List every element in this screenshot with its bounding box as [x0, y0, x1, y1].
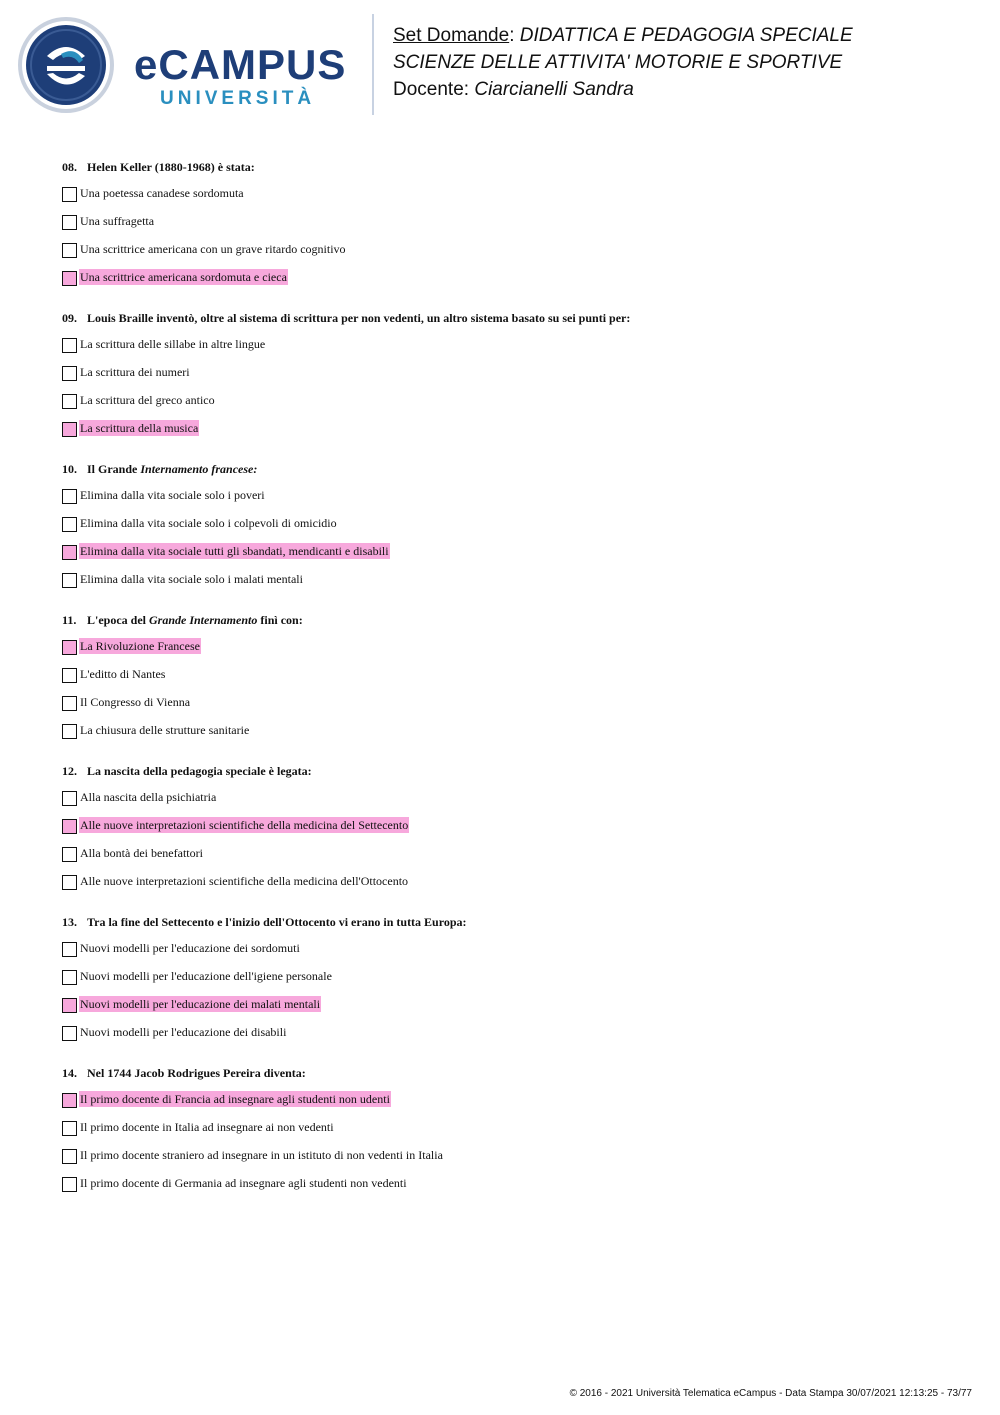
checkbox[interactable] — [62, 847, 77, 862]
answer-option[interactable] — [62, 968, 962, 996]
question-text: L'epoca del — [87, 613, 149, 627]
answer-label: Alle nuove interpretazioni scientifiche della medicina del Settecento — [80, 818, 409, 832]
answer-label: Una poetessa canadese sordomuta — [80, 186, 244, 200]
checkbox[interactable] — [62, 422, 77, 437]
answer-option[interactable] — [62, 185, 962, 213]
answer-label: Nuovi modelli per l'educazione dei malati mentali — [80, 997, 321, 1011]
answer-option[interactable] — [62, 940, 962, 968]
answer-option[interactable] — [62, 364, 962, 392]
answer-option[interactable] — [62, 1119, 962, 1147]
answer-label: Il primo docente straniero ad insegnare in un istituto di non vedenti in Italia — [80, 1148, 443, 1162]
checkbox[interactable] — [62, 819, 77, 834]
question-title — [62, 612, 962, 628]
answer-label: La scrittura delle sillabe in altre lingue — [80, 337, 266, 351]
checkbox[interactable] — [62, 1121, 77, 1136]
question-block — [62, 159, 962, 297]
answer-label: Una scrittrice americana sordomuta e cieca — [80, 270, 287, 284]
set-line: Set Domande: DIDATTICA E PEDAGOGIA SPECIALE — [393, 25, 853, 46]
question-block — [62, 461, 962, 599]
question-title — [62, 914, 962, 930]
question-number: 08. — [62, 160, 77, 174]
question-number: 12. — [62, 764, 77, 778]
answer-option[interactable] — [62, 694, 962, 722]
question-text-italic: Grande Internamento — [149, 613, 258, 627]
checkbox[interactable] — [62, 545, 77, 560]
question-text-end: finì con: — [257, 613, 303, 627]
answer-option[interactable] — [62, 1024, 962, 1052]
question-number: 14. — [62, 1066, 77, 1080]
page-footer: © 2016 - 2021 Università Telematica eCampus - Data Stampa 30/07/2021 12:13:25 - 73/77 — [569, 1388, 972, 1399]
question-text-italic: Internamento francese: — [140, 462, 258, 476]
answer-label: La Rivoluzione Francese — [80, 639, 200, 653]
answer-option-correct[interactable] — [62, 543, 962, 571]
checkbox[interactable] — [62, 243, 77, 258]
teacher-line: Docente: Ciarcianelli Sandra — [393, 79, 634, 100]
checkbox[interactable] — [62, 215, 77, 230]
answer-label: Alla nascita della psichiatria — [80, 790, 217, 804]
program-title: SCIENZE DELLE ATTIVITA' MOTORIE E SPORTIVE — [393, 52, 843, 73]
answer-label: Alle nuove interpretazioni scientifiche della medicina dell'Ottocento — [80, 874, 409, 888]
answer-option[interactable] — [62, 487, 962, 515]
logo-wordmark: eCAMPUS — [134, 41, 347, 88]
answer-label: La scrittura del greco antico — [80, 393, 215, 407]
question-block — [62, 310, 962, 448]
answer-option-correct[interactable] — [62, 817, 962, 845]
set-label: Set Domande — [393, 25, 510, 46]
answer-option[interactable] — [62, 392, 962, 420]
checkbox[interactable] — [62, 640, 77, 655]
question-title — [62, 1065, 962, 1081]
checkbox[interactable] — [62, 1177, 77, 1192]
answer-option[interactable] — [62, 1147, 962, 1175]
answer-label: Nuovi modelli per l'educazione dei sordomuti — [80, 941, 300, 955]
question-block — [62, 763, 962, 901]
checkbox[interactable] — [62, 875, 77, 890]
question-title — [62, 763, 962, 779]
question-text: La nascita della pedagogia speciale è legata: — [87, 764, 312, 778]
checkbox[interactable] — [62, 942, 77, 957]
answer-label: Nuovi modelli per l'educazione dell'igiene personale — [80, 969, 332, 983]
question-block — [62, 1065, 962, 1203]
question-text: Il Grande — [87, 462, 141, 476]
page-header — [0, 0, 1000, 130]
teacher-name: Ciarcianelli Sandra — [474, 79, 634, 100]
answer-option[interactable] — [62, 571, 962, 599]
answer-label: Una suffragetta — [80, 214, 155, 228]
answer-option-correct[interactable] — [62, 996, 962, 1024]
logo-subtitle: UNIVERSITÀ — [160, 88, 316, 109]
answer-label: La scrittura della musica — [80, 421, 199, 435]
answer-option-correct[interactable] — [62, 269, 962, 297]
checkbox[interactable] — [62, 517, 77, 532]
answer-option[interactable] — [62, 213, 962, 241]
question-number: 10. — [62, 462, 77, 476]
checkbox[interactable] — [62, 573, 77, 588]
header-divider — [372, 14, 374, 115]
question-text: Nel 1744 Jacob Rodrigues Pereira diventa: — [87, 1066, 306, 1080]
answer-label: Una scrittrice americana con un grave ritardo cognitivo — [80, 242, 346, 256]
checkbox[interactable] — [62, 724, 77, 739]
answer-option-correct[interactable] — [62, 1091, 962, 1119]
answer-option-correct[interactable] — [62, 420, 962, 448]
checkbox[interactable] — [62, 791, 77, 806]
checkbox[interactable] — [62, 970, 77, 985]
checkbox[interactable] — [62, 1149, 77, 1164]
answer-option[interactable] — [62, 873, 962, 901]
question-title — [62, 461, 962, 477]
question-number: 13. — [62, 915, 77, 929]
question-text: Helen Keller (1880-1968) è stata: — [87, 160, 255, 174]
question-title — [62, 310, 962, 326]
checkbox[interactable] — [62, 489, 77, 504]
question-list — [62, 159, 962, 1216]
answer-label: Il Congresso di Vienna — [80, 695, 191, 709]
question-block — [62, 914, 962, 1052]
answer-label: Elimina dalla vita sociale solo i malati mentali — [80, 572, 303, 586]
answer-label: L'editto di Nantes — [80, 667, 166, 681]
course-title: DIDATTICA E PEDAGOGIA SPECIALE — [519, 25, 853, 46]
checkbox[interactable] — [62, 187, 77, 202]
answer-label: Nuovi modelli per l'educazione dei disabili — [80, 1025, 287, 1039]
header-info — [393, 22, 853, 103]
teacher-label: Docente — [393, 79, 464, 100]
checkbox[interactable] — [62, 1026, 77, 1041]
ecampus-logo-icon — [17, 16, 115, 114]
checkbox[interactable] — [62, 668, 77, 683]
answer-option[interactable] — [62, 722, 962, 750]
checkbox[interactable] — [62, 366, 77, 381]
answer-label: Il primo docente in Italia ad insegnare ai non vedenti — [80, 1120, 334, 1134]
answer-option[interactable] — [62, 241, 962, 269]
answer-label: Il primo docente di Germania ad insegnare agli studenti non vedenti — [80, 1176, 407, 1190]
checkbox[interactable] — [62, 1093, 77, 1108]
question-number: 09. — [62, 311, 77, 325]
answer-option-correct[interactable] — [62, 638, 962, 666]
answer-label: Elimina dalla vita sociale tutti gli sbandati, mendicanti e disabili — [80, 544, 389, 558]
answer-label: La chiusura delle strutture sanitarie — [80, 723, 250, 737]
question-block — [62, 612, 962, 750]
answer-label: Elimina dalla vita sociale solo i colpevoli di omicidio — [80, 516, 337, 530]
answer-option[interactable] — [62, 789, 962, 817]
checkbox[interactable] — [62, 394, 77, 409]
checkbox[interactable] — [62, 271, 77, 286]
answer-label: Il primo docente di Francia ad insegnare agli studenti non udenti — [80, 1092, 390, 1106]
answer-option[interactable] — [62, 845, 962, 873]
answer-label: Alla bontà dei benefattori — [80, 846, 203, 860]
answer-option[interactable] — [62, 666, 962, 694]
question-title — [62, 159, 962, 175]
program-line — [393, 49, 853, 76]
checkbox[interactable] — [62, 338, 77, 353]
answer-label: Elimina dalla vita sociale solo i poveri — [80, 488, 265, 502]
answer-option[interactable] — [62, 336, 962, 364]
question-text: Tra la fine del Settecento e l'inizio dell'Ottocento vi erano in tutta Europa: — [87, 915, 467, 929]
checkbox[interactable] — [62, 998, 77, 1013]
question-text: Louis Braille inventò, oltre al sistema di scrittura per non vedenti, un altro sistema basato su sei punti per: — [87, 311, 631, 325]
answer-label: La scrittura dei numeri — [80, 365, 190, 379]
answer-option[interactable] — [62, 515, 962, 543]
question-number: 11. — [62, 613, 77, 627]
checkbox[interactable] — [62, 696, 77, 711]
answer-option[interactable] — [62, 1175, 962, 1203]
